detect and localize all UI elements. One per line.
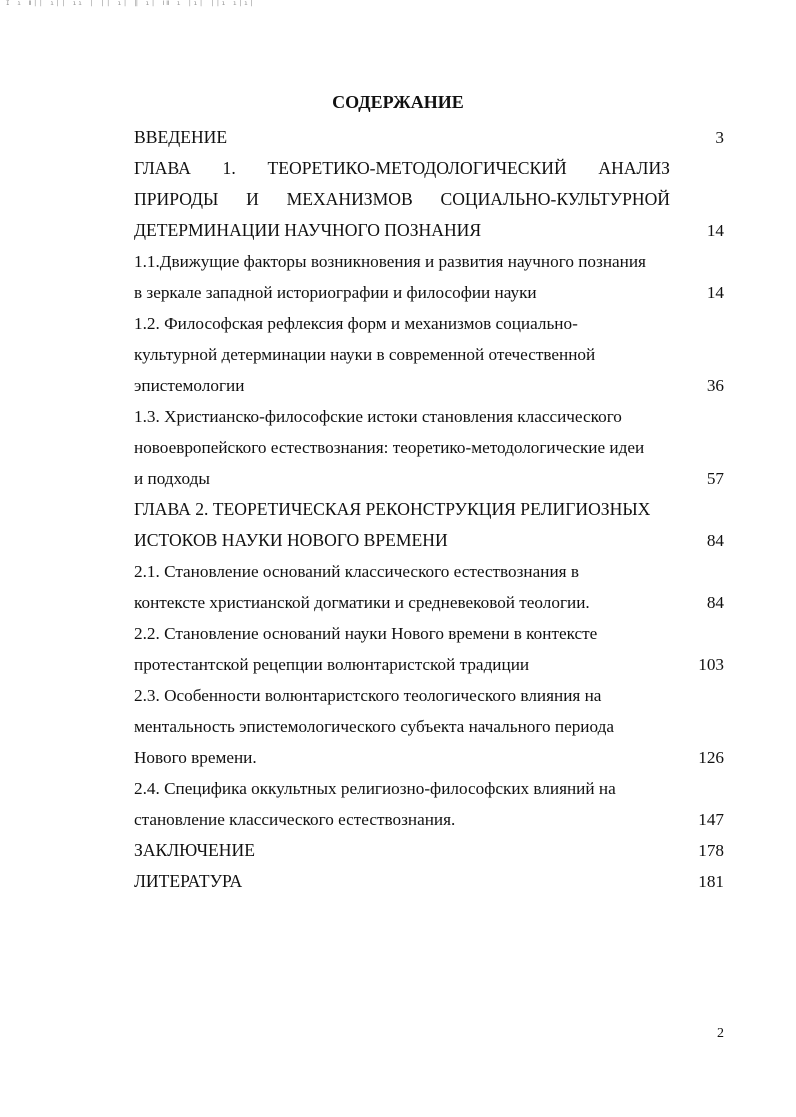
toc-page-number: 147 <box>698 810 724 829</box>
toc-entry-text: протестантской рецепции волюнтаристской традиции <box>134 655 530 674</box>
toc-entry-text: ЛИТЕРАТУРА <box>134 871 243 891</box>
toc-page-number: 36 <box>706 376 724 395</box>
toc-line-chapter1-b <box>134 184 724 215</box>
toc-entry-text: ЗАКЛЮЧЕНИЕ <box>134 840 255 860</box>
toc-page-number: 84 <box>706 593 724 612</box>
toc-line-section-1-2-a <box>134 308 724 339</box>
page-title: СОДЕРЖАНИЕ <box>332 92 464 112</box>
toc-page-number: 3 <box>715 128 724 147</box>
toc-line-chapter2-b <box>134 525 724 556</box>
toc-line-section-1-1-a <box>134 246 724 277</box>
toc-entry-text: 2.2. Становление оснований науки Нового времени в контексте <box>134 624 598 643</box>
toc-line-section-2-1-a <box>134 556 724 587</box>
toc-entry-text: культурной детерминации науки в современной отечественной <box>134 345 596 364</box>
toc-entry-text: 2.1. Становление оснований классического естествознания в <box>134 562 579 581</box>
toc-line-conclusion <box>134 835 724 866</box>
toc-line-chapter1-c <box>134 215 724 246</box>
toc-line-section-2-3-a <box>134 680 724 711</box>
toc-line-section-2-2-a <box>134 618 724 649</box>
toc-entry-text: ДЕТЕРМИНАЦИИ НАУЧНОГО ПОЗНАНИЯ <box>134 220 482 240</box>
toc-page-number: 14 <box>706 283 724 302</box>
toc-line-section-1-3-a <box>134 401 724 432</box>
toc-entry-text: Нового времени. <box>134 748 257 767</box>
toc-entry-text: ВВЕДЕНИЕ <box>134 127 228 147</box>
toc-line-chapter2-a <box>134 494 724 525</box>
toc-entry-text: становление классического естествознания. <box>134 810 456 829</box>
toc-entry-text: новоевропейского естествознания: теоретико-методологические идеи <box>134 438 645 457</box>
toc-entry-text: в зеркале западной историографии и философии науки <box>134 283 537 302</box>
toc-page-number: 181 <box>698 872 724 891</box>
toc-line-section-2-4-b <box>134 804 724 835</box>
toc-page-number: 14 <box>706 221 724 240</box>
toc-line-literature <box>134 866 724 897</box>
toc-entry-text: 2.4. Специфика оккультных религиозно-философских влияний на <box>134 779 616 798</box>
toc-entry-text: 1.2. Философская рефлексия форм и механизмов социально- <box>134 314 578 333</box>
toc-line-section-2-2-b <box>134 649 724 680</box>
toc-line-section-2-3-b <box>134 711 724 742</box>
toc-page-number: 103 <box>698 655 724 674</box>
toc-line-section-1-2-c <box>134 370 724 401</box>
toc-line-introduction <box>134 122 724 153</box>
scan-artifact-strip: I ı Ⅱ|| ı|| ıı | || ı| ‖ ı| ⅠⅡ ı |ı| ||ı ı|ı| <box>6 0 256 7</box>
toc-entry-text: ментальность эпистемологического субъекта начального периода <box>134 717 614 736</box>
toc-page-number: 84 <box>706 531 724 550</box>
toc-entry-text: эпистемологии <box>134 376 245 395</box>
toc-page-number: 57 <box>706 469 724 488</box>
toc-entry-text: 1.3. Христианско-философские истоки становления классического <box>134 407 622 426</box>
table-of-contents <box>134 122 724 897</box>
page-number: 2 <box>717 1026 724 1041</box>
toc-line-section-2-3-c <box>134 742 724 773</box>
toc-entry-text: 2.3. Особенности волюнтаристского теологического влияния на <box>134 686 602 705</box>
toc-entry-text: контексте христианской догматики и средневековой теологии. <box>134 593 590 612</box>
toc-entry-text: ГЛАВА 1. ТЕОРЕТИКО-МЕТОДОЛОГИЧЕСКИЙ АНАЛИЗ <box>134 158 670 178</box>
toc-line-section-1-3-b <box>134 432 724 463</box>
toc-line-section-2-4-a <box>134 773 724 804</box>
toc-line-section-2-1-b <box>134 587 724 618</box>
toc-entry-text: и подходы <box>134 469 210 488</box>
toc-entry-text: ИСТОКОВ НАУКИ НОВОГО ВРЕМЕНИ <box>134 530 448 550</box>
toc-line-chapter1-a <box>134 153 724 184</box>
toc-page-number: 178 <box>698 841 724 860</box>
toc-line-section-1-1-b <box>134 277 724 308</box>
toc-line-section-1-3-c <box>134 463 724 494</box>
toc-entry-text: ГЛАВА 2. ТЕОРЕТИЧЕСКАЯ РЕКОНСТРУКЦИЯ РЕЛИГИОЗНЫХ <box>134 499 651 519</box>
toc-page-number: 126 <box>698 748 724 767</box>
toc-entry-text: ПРИРОДЫ И МЕХАНИЗМОВ СОЦИАЛЬНО-КУЛЬТУРНОЙ <box>134 189 670 209</box>
toc-line-section-1-2-b <box>134 339 724 370</box>
toc-entry-text: 1.1.Движущие факторы возникновения и развития научного познания <box>134 252 646 271</box>
